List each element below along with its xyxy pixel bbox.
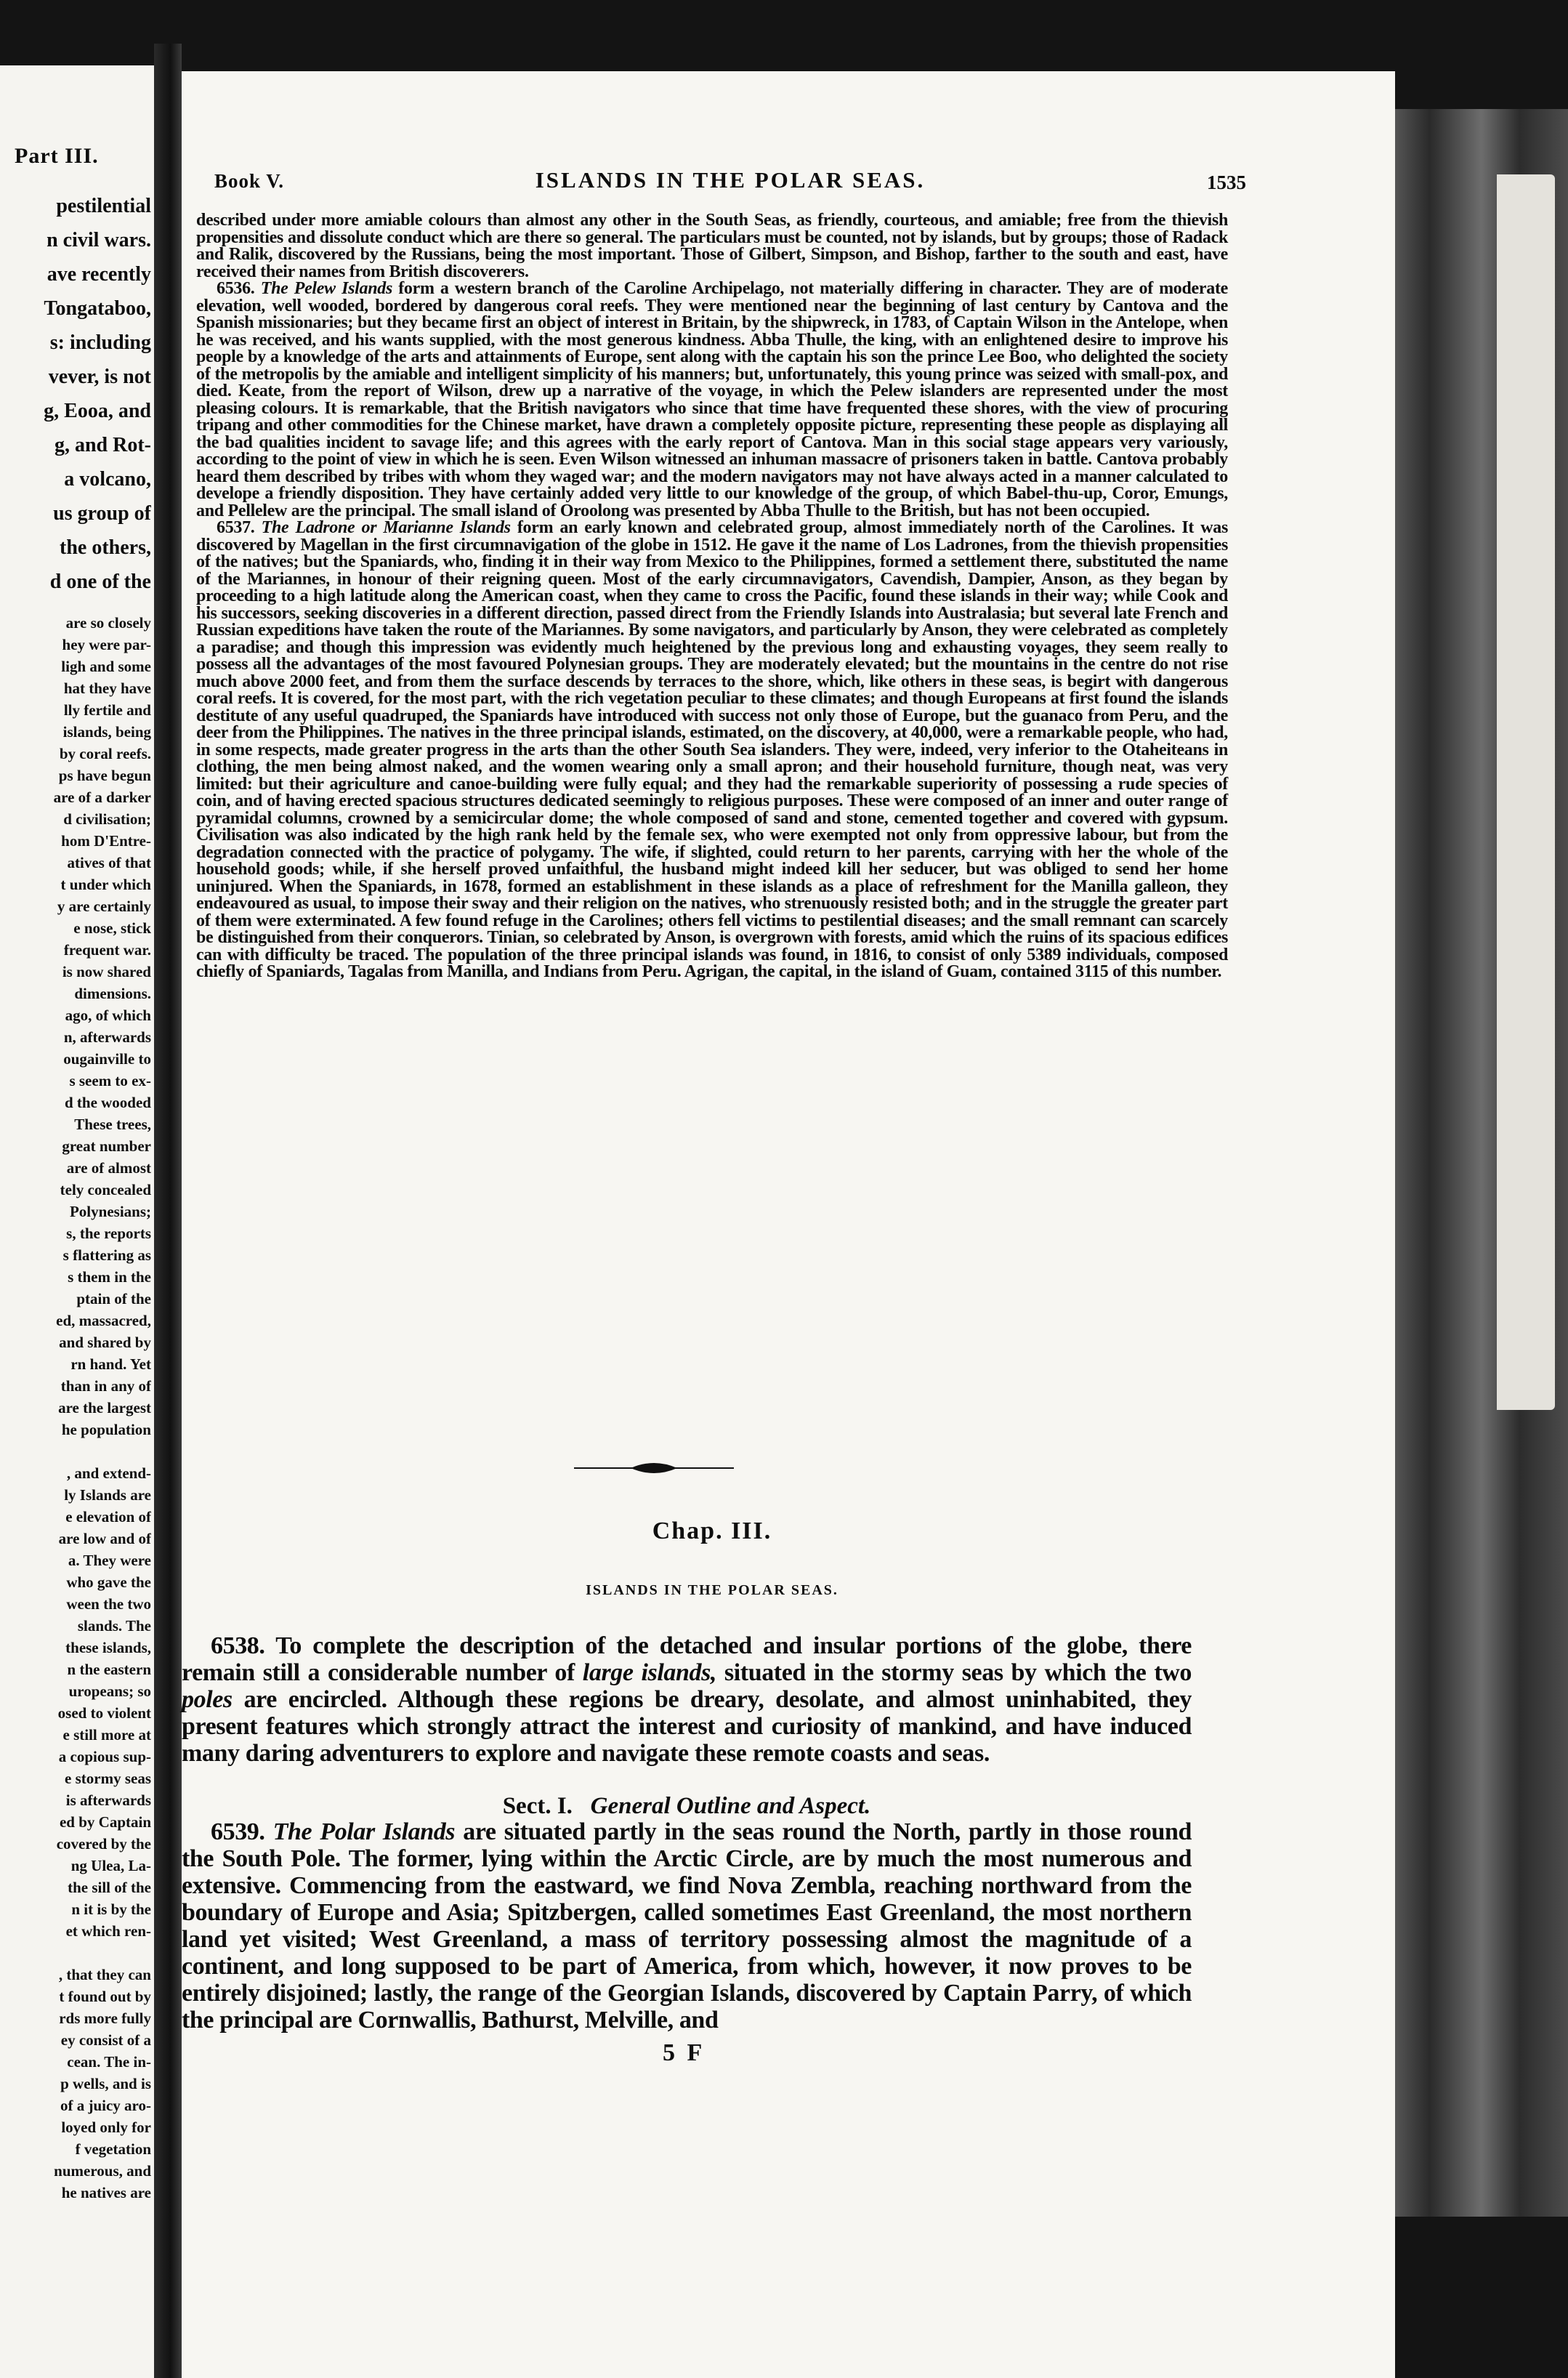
printer-signature: 5 F [663,2039,706,2066]
left-page-line: numerous, and [54,2162,151,2180]
book-gutter [154,44,182,2378]
left-page-line: s flattering as [62,1246,151,1264]
left-page-text [2,189,151,2204]
left-page-line: et which ren- [65,1922,151,1940]
left-page-line: a copious sup- [58,1748,151,1765]
left-page-line: who gave the [66,1573,151,1591]
left-page-line: ligh and some [61,658,151,675]
left-page-line: ave recently [47,263,151,286]
left-page-line: t found out by [59,1988,151,2005]
paragraph-6539 [182,1818,1192,2034]
left-page-line: are of a darker [53,789,151,806]
left-page-line: n the eastern [67,1661,151,1678]
paragraph-number: 6539. [211,1818,265,1845]
left-page-line: by coral reefs. [59,745,151,762]
left-page-line: ago, of which [65,1007,151,1024]
left-page-line: is now shared [62,963,151,980]
paragraph-lead: The Pelew Islands [260,279,393,298]
upper-text-block [196,212,1228,981]
paragraph-italic: poles [182,1686,233,1713]
left-page-line: is afterwards [65,1791,151,1809]
running-header [214,167,1246,196]
left-page-line: frequent war. [63,941,151,959]
left-page-line: are of almost [66,1159,151,1177]
left-page-line: These trees, [74,1116,151,1133]
left-page-line: he natives are [61,2184,151,2201]
left-page-line: dimensions. [74,985,151,1002]
left-page-line: and shared by [59,1334,151,1351]
paragraph-continued [196,212,1228,281]
left-page-header: Part III. [15,144,99,168]
left-page-line: these islands, [65,1639,151,1656]
left-page-line: tely concealed [60,1181,151,1198]
left-page-line: covered by the [56,1835,151,1853]
paragraph-text: are situated partly in the seas round the North, partly in those round the South Pole. The former, lying within the Arctic Circle, are by much the most numerous and extensive. Commencing from the eastward, we find Nova Zembla, reaching northward from the boundary of Europe and Asia; Spitzbergen, called sometimes East Greenland, the most northern land yet visited; West Greenland, a mass of territory possessing almost the magnitude of a continent, and long supposed to be part of America, from which, however, it now proves to be entirely disjoined; lastly, the range of the Georgian Islands, discovered by Captain Parry, of which the principal are Cornwallis, Bathurst, Melville, and [182,1818,1192,2034]
left-page-line: hom D'Entre- [61,832,151,850]
left-page-line: great number [62,1137,151,1155]
book-label: Book V. [214,170,285,192]
left-page-line: ps have begun [58,767,151,784]
paragraph-text: are encircled. Although these regions be dreary, desolate, and almost uninhabited, they present features which strongly attract the interest and curiosity of mankind, and have induced many daring adventurers to explore and navigate these remote coasts and seas. [182,1686,1192,1767]
left-page-line: us group of [53,502,151,525]
left-page-line: he population [61,1421,151,1438]
paragraph-text: form an early known and celebrated group, almost immediately north of the Carolines. It was discovered by Magellan in the first circumnavigation of the globe in 1512. He gave it the name of Los Ladrones, from the thievish propensities of the natives; but the Spaniards, who, finding it in their way from Mexico to the Philippines, formed a settlement there, substituted the name of the Mariannes, in honour of their reigning queen. Most of the early circumnavigators, Cavendish, Dampier, Anson, as they began by proceeding to a high latitude along the American coast, when they came to cross the Pacific, found these islands in their way; while Cook and his successors, seeking discoveries in a different direction, passed direct from the Friendly Islands into Australasia; but several late French and Russian expeditions have taken the route of the Mariannes. By some navigators, and particularly by Anson, they were celebrated as completely a paradise; and though this impression was evidently much heightened by the previous long and exhausting voyages, they seem really to possess all the advantages of the most favoured Polynesian groups. They are moderately elevated; but the mountains in the centre do not rise much above 2000 feet, and from them the surface descends by terraces to the shore, which, like others in these seas, is begirt with dangerous coral reefs. It is covered, for the most part, with the rich vegetation peculiar to these climates; and though Europeans at first found the islands destitute of any useful quadruped, the Spaniards have introduced with success not only those of Europe, but the guanaco from Peru, and the deer from the Philippines. The natives in the three principal islands, estimated, on the discovery, at 40,000, were a remarkable people, who had, in some respects, made greater progress in the arts than the other South Sea islanders. They were, indeed, very inferior to the Otaheiteans in clothing, the men being almost naked, and the women wearing only a small apron; and their household furniture, though neat, was very limited: but their agriculture and canoe-building were fully equal; and they had the remarkable superiority of possessing a rude species of coin, and of having erected spacious structures dedicated seemingly to religious purposes. These were composed of an inner and outer range of pyramidal columns, crowned by a semicircular dome; the whole composed of sand and stone, cemented together and covered with gypsum. Civilisation was also indicated by the high rank held by the female sex, who were exempted not only from oppressive labour, but from the degradation connected with the practice of polygamy. The wife, if slighted, could return to her parents, carrying with her the whole of the household goods; while, if she herself proved unfaithful, the husband might indeed kill her seducer, but was obliged to send her home uninjured. When the Spaniards, in 1678, formed an establishment in these islands as a place of refreshment for the Manilla galleon, they endeavoured as usual, to impose their sway and their religion on the natives, who strenuously resisted both; and in the struggle the greater part of them were exterminated. A few found refuge in the Carolines; others fell victims to pestilential diseases; and the small remnant can scarcely be distinguished from their conquerors. Tinian, so celebrated by Anson, is overgrown with forests, amid which the ruins of its spacious edifices can with difficulty be traced. The population of the three principal islands was found, in 1816, to consist of only 5389 individuals, composed chiefly of Spaniards, Tagalas from Manilla, and Indians from Peru. Agrigan, the capital, in the island of Guam, contained 3115 of this number. [196,518,1229,981]
ornament-divider [574,1459,734,1477]
paragraph-italic: large islands, [582,1659,717,1686]
paragraph-text: described under more amiable colours than almost any other in the South Seas, as friendly, courteous, and amiable; free from the thievish propensities and dissolute conduct which are there so general. The particulars must be counted, not by islands, but by groups; those of Radack and Ralik, discovered by the Russians, being the most important. Those of Gilbert, Simpson, and Bishop, farther to the south and east, have received their names from British discoverers. [196,211,1228,281]
paragraph-6537 [196,520,1228,981]
left-page-line [2,1440,151,1462]
left-page-line: rn hand. Yet [70,1355,151,1373]
left-page-line: Tongataboo, [44,297,151,320]
left-page-line: a. They were [68,1552,151,1569]
left-page-line: than in any of [60,1377,151,1395]
paragraph-number: 6536. [217,279,255,298]
left-page-line: of a juicy aro- [60,2097,151,2114]
left-page-line: ptain of the [76,1290,151,1307]
torn-page-edge [1497,174,1555,1410]
left-page-line: lly fertile and [63,701,151,719]
left-page-line: hat they have [63,680,151,697]
page-edge [1395,109,1568,2217]
left-page-line: the sill of the [68,1879,151,1896]
paragraph-lead: The Ladrone or Marianne Islands [261,518,511,537]
left-page-line: e stormy seas [65,1770,151,1787]
left-page-line [2,1942,151,1964]
paragraph-lead: The Polar Islands [272,1818,456,1845]
chapter-title: Chap. III. [652,1518,772,1544]
left-page-line: the others, [60,536,151,559]
left-page-line: are low and of [58,1530,151,1547]
left-page-line: ng Ulea, La- [70,1857,151,1874]
left-page-line: p wells, and is [60,2075,151,2092]
left-page-line: n, afterwards [63,1028,151,1046]
left-page-line: cean. The in- [67,2053,151,2071]
left-page-line: a volcano, [64,468,151,491]
left-page-line: ougainville to [63,1050,151,1068]
left-page-fragment [0,65,154,2378]
left-page-line: slands. The [77,1617,151,1635]
left-page-line: s them in the [68,1268,151,1286]
section-title: General Outline and Aspect. [590,1793,871,1819]
left-page-line: s seem to ex- [69,1072,151,1089]
left-page-line: hey were par- [62,636,151,653]
left-page-line: loyed only for [61,2119,151,2136]
left-page-line: ly Islands are [64,1486,151,1504]
left-page-line: ey consist of a [60,2031,151,2049]
left-page-line: d civilisation; [63,810,151,828]
left-page-line: s: including [49,331,151,354]
left-page-line: y are certainly [57,898,151,915]
page-title: ISLANDS IN THE POLAR SEAS. [535,167,926,193]
chapter-subtitle: ISLANDS IN THE POLAR SEAS. [586,1582,838,1598]
section-number: Sect. I. [502,1793,573,1819]
page-number: 1535 [1207,172,1246,193]
left-page-line: n civil wars. [47,229,151,251]
paragraph-text: To complete the description of the detached and insular portions of the globe, there remain still a considerable number of [182,1632,1192,1686]
paragraph-text: situated in the stormy seas by which the two [716,1659,1192,1686]
left-page-line: uropeans; so [68,1682,151,1700]
paragraph-text: form a western branch of the Caroline Archipelago, not materially differing in character. They are of moderate elevation, well wooded, bordered by dangerous coral reefs. They were mentioned near the beginning of last century by Cantova and the Spanish missionaries; but they became first an object of interest in Britain, by the shipwreck, in 1783, of Captain Wilson in the Antelope, when he was received, and his wants supplied, with the most generous kindness. Abba Thulle, the king, with an enlightened desire to improve his people by a knowledge of the arts and attainments of Europe, sent along with the captain his son the prince Lee Boo, who delighted the society of the metropolis by the amiable and intelligent simplicity of his manners; but, unfortunately, this young prince was seized with small-pox, and died. Keate, from the report of Wilson, drew up a narrative of the voyage, in which the Pelew islanders are represented under the most pleasing colours. It is remarkable, that the British navigators who since that time have frequented these shores, with the view of procuring tripang and other commodities for the Chinese market, have drawn a completely opposite picture, representing these people as displaying all the bad qualities incident to savage life; and this agrees with the early report of Cantova. Man in this social stage appears very variously, according to the point of view in which he is seen. Even Wilson witnessed an inhuman massacre of prisoners taken in battle. Cantova probably heard them described by tribes with whom they waged war; and the modern navigators may not have always acted in a manner calculated to develope a friendly disposition. They have certainly added very little to our knowledge of the group, of which Babel-thu-up, Coror, Emungs, and Pellelew are the principal. The small island of Oroolong was presented by Abba Thulle to the British, but has not been occupied. [196,279,1228,520]
left-page-line: osed to violent [57,1704,151,1722]
left-page-line: f vegetation [75,2140,151,2158]
left-page-line: Polynesians; [69,1203,151,1220]
left-page-line: ed, massacred, [56,1312,151,1329]
left-page-line: d the wooded [64,1094,151,1111]
left-page-line: rds more fully [59,2010,151,2027]
paragraph-6536 [196,281,1228,520]
left-page-line: t under which [60,876,151,893]
left-page-line: ween the two [66,1595,151,1613]
left-page-line: e still more at [62,1726,151,1744]
left-page-line: vever, is not [48,366,151,388]
left-page-line: , and extend- [66,1464,151,1482]
left-page-line: n it is by the [71,1901,151,1918]
left-page-line: atives of that [67,854,151,871]
left-page-line: are the largest [58,1399,151,1416]
paragraph-number: 6537. [217,518,255,537]
left-page-line: g, Eooa, and [44,400,151,422]
paragraph-6538 [182,1632,1192,1767]
left-page-line: islands, being [62,723,151,741]
left-page-line: , that they can [58,1966,151,1983]
section-heading [182,1793,1192,1820]
left-page-line: ed by Captain [59,1813,151,1831]
left-page-line: g, and Rot- [54,434,151,456]
left-page-line: pestilential [56,195,151,217]
left-page-line: s, the reports [66,1225,151,1242]
left-page-line: d one of the [49,571,151,593]
left-page-line: e nose, stick [73,919,151,937]
left-page-line: are so closely [65,614,151,632]
left-page-line: e elevation of [65,1508,151,1525]
paragraph-number: 6538. [211,1632,265,1659]
